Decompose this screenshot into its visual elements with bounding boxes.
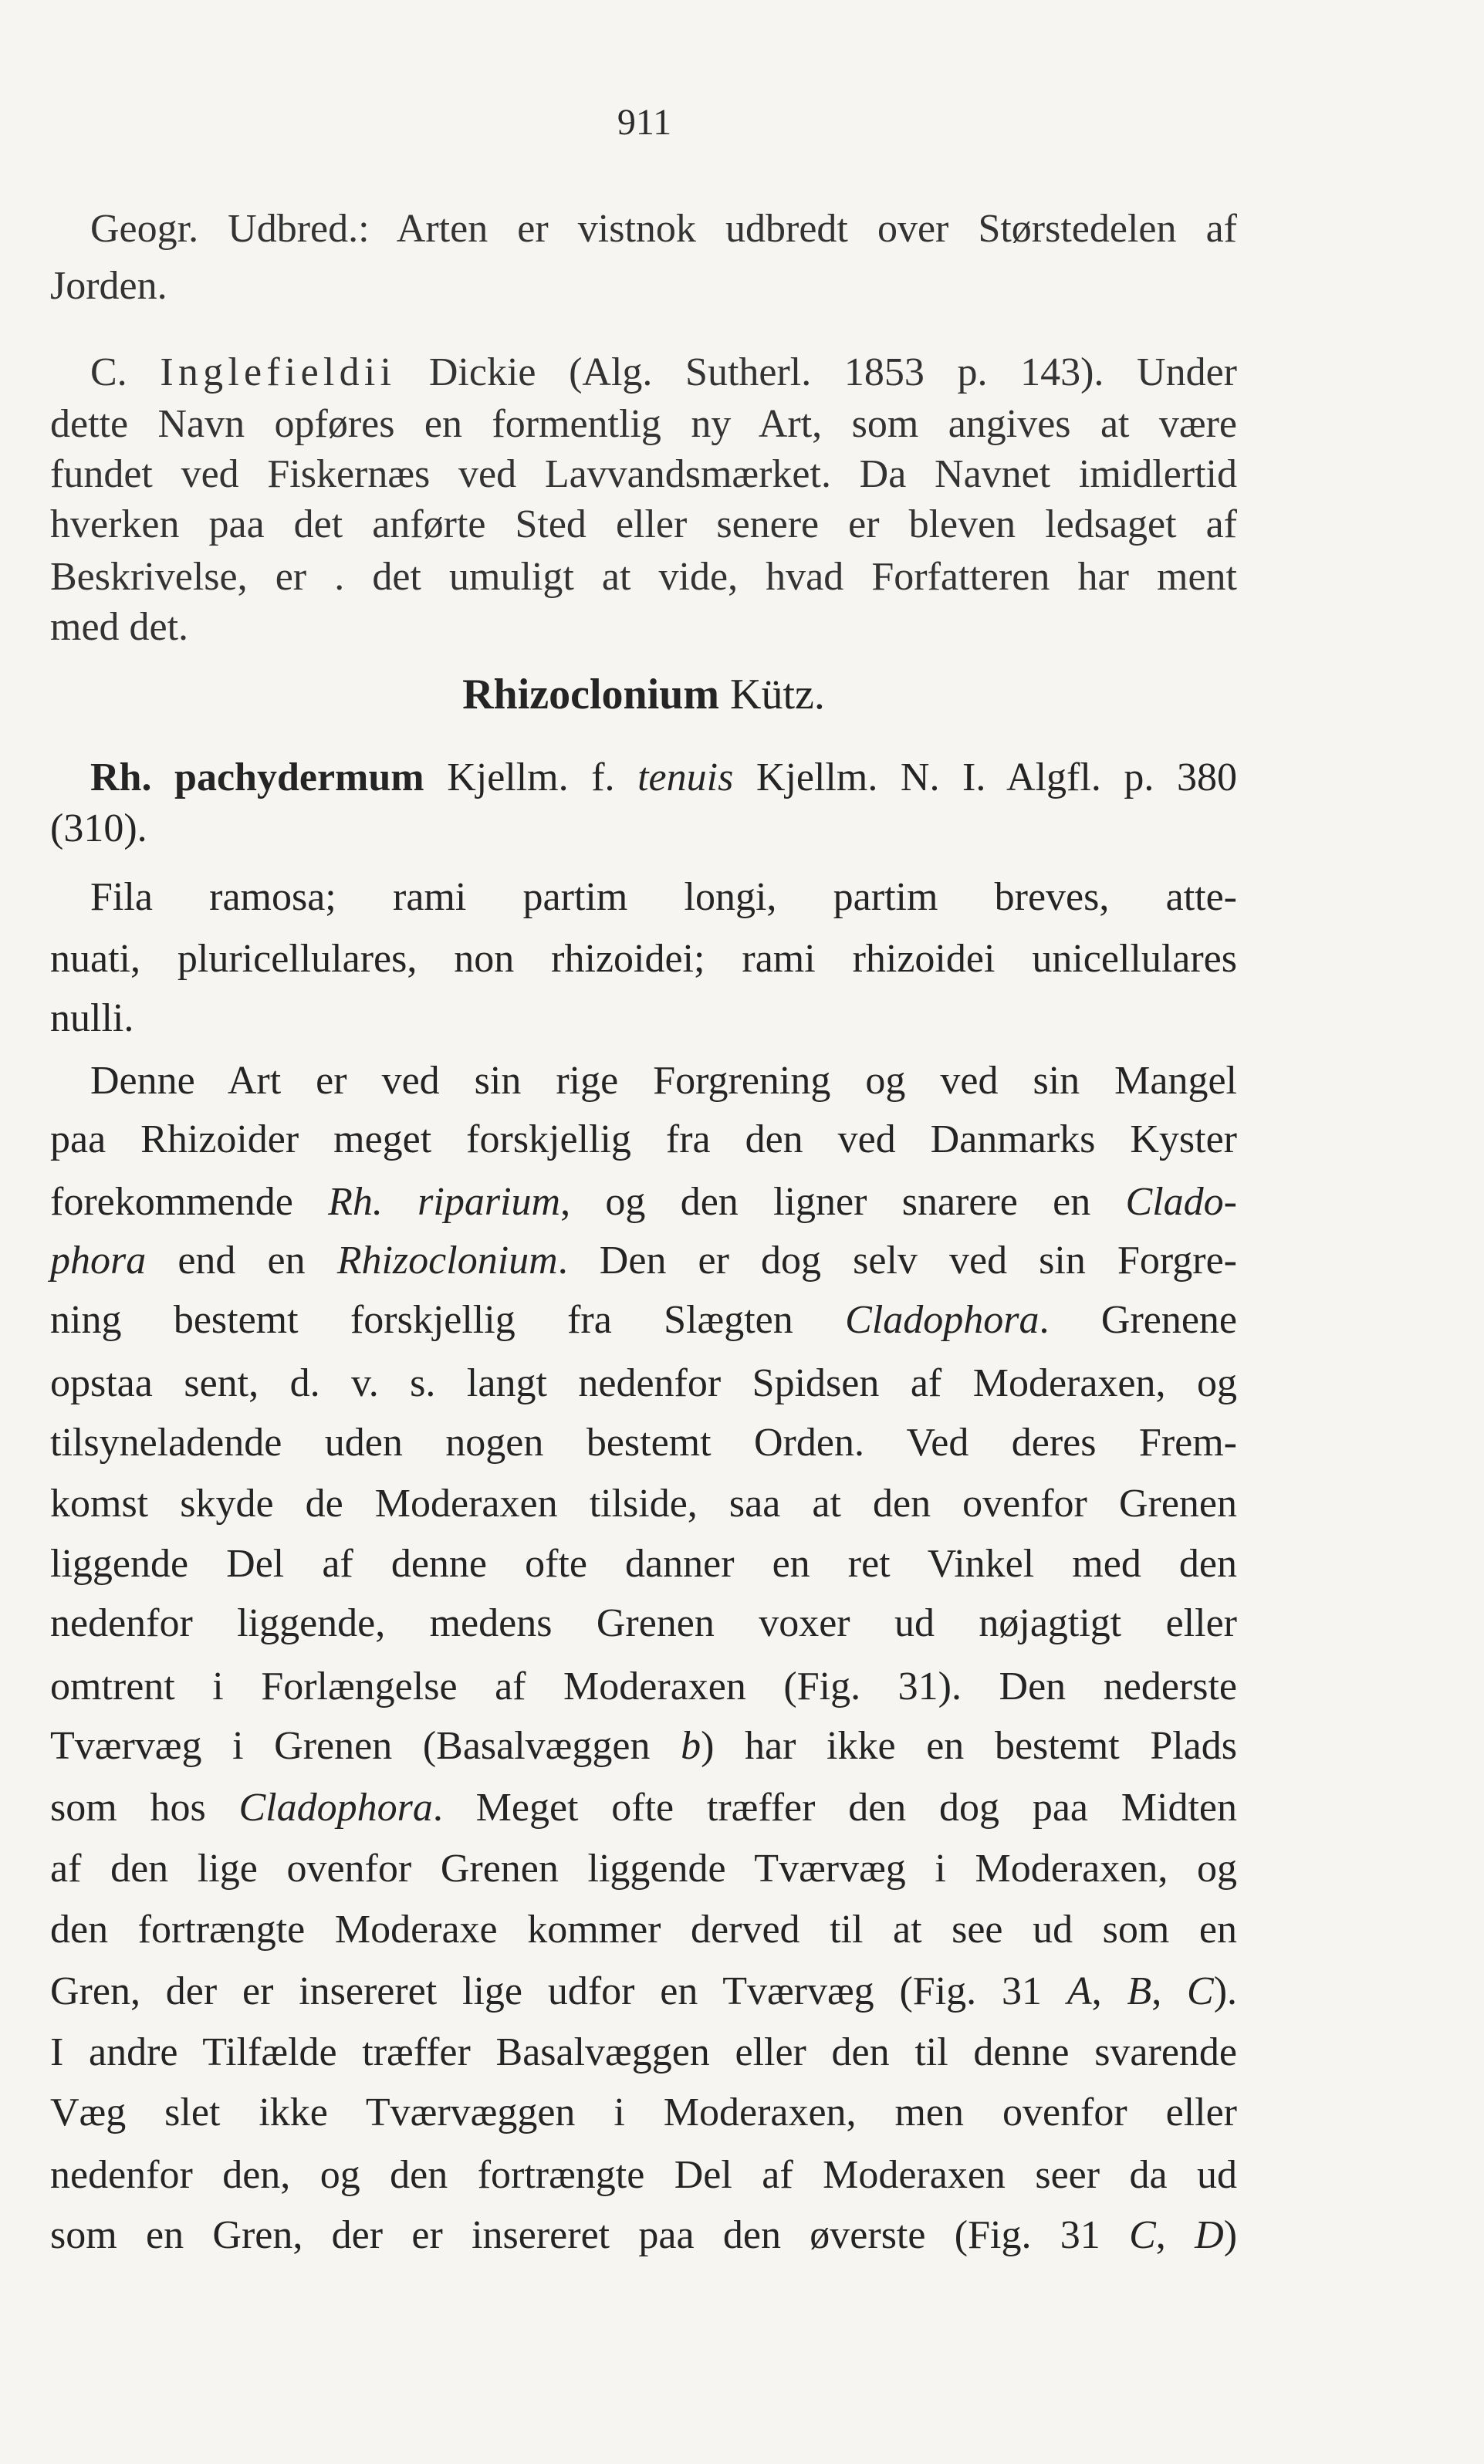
text-line bbox=[50, 500, 1237, 549]
text-segment: end en bbox=[146, 1239, 337, 1283]
text-line bbox=[50, 553, 1237, 602]
text-segment: paa Rhizoider meget forskjellig fra den ved Danmarks Kyster bbox=[50, 1117, 1237, 1161]
text-segment: tilsyneladende uden nogen bestemt Orden. Ved deres Frem- bbox=[50, 1421, 1237, 1465]
figure-label: A bbox=[1067, 1969, 1092, 2013]
text-segment: Væg slet ikke Tværvæggen i Moderaxen, men ovenfor eller bbox=[50, 2091, 1237, 2134]
text-line bbox=[50, 2028, 1237, 2077]
text-segment: nedenfor liggende, medens Grenen voxer ud nøjagtigt eller bbox=[50, 1601, 1237, 1645]
text-line bbox=[50, 1662, 1237, 1712]
text-segment: ) har ikke en bestemt Plads bbox=[701, 1724, 1237, 1768]
text-segment: , bbox=[1151, 1969, 1188, 2013]
text-line bbox=[50, 348, 1237, 397]
text-segment: hverken paa det anførte Sted eller senere er bleven ledsaget af bbox=[50, 502, 1237, 546]
text-segment: fundet ved Fiskernæs ved Lavvandsmærket. Da Navnet imidlertid bbox=[50, 452, 1237, 496]
text-segment: , bbox=[1091, 1969, 1127, 2013]
text-line bbox=[50, 935, 1237, 984]
text-segment: komst skyde de Moderaxen tilside, saa at den ovenfor Grenen bbox=[50, 1482, 1237, 1526]
text-segment: , og den ligner snarere en bbox=[560, 1180, 1126, 1224]
italic-term: Cladophora bbox=[238, 1786, 433, 1830]
text-line bbox=[50, 400, 1237, 449]
text-segment: , bbox=[1155, 2213, 1195, 2257]
text-line bbox=[50, 753, 1237, 803]
text-segment: Gren, der er insereret lige udfor en Tværvæg (Fig. 31 bbox=[50, 1969, 1067, 2013]
text-line bbox=[50, 1359, 1237, 1408]
text-line bbox=[50, 1479, 1237, 1529]
text-line bbox=[50, 603, 1237, 652]
text-line bbox=[50, 994, 1237, 1043]
text-line bbox=[50, 1905, 1237, 1955]
text-line bbox=[50, 1844, 1237, 1894]
text-segment: som en Gren, der er insereret paa den øverste (Fig. 31 bbox=[50, 2213, 1130, 2257]
page-number: 911 bbox=[617, 102, 672, 143]
italic-term: phora bbox=[50, 1239, 147, 1283]
text-segment: Tværvæg i Grenen (Basalvæggen bbox=[50, 1724, 681, 1768]
text-line bbox=[50, 873, 1237, 922]
text-segment: C. bbox=[90, 350, 161, 394]
figure-label: B bbox=[1127, 1969, 1152, 2013]
text-segment: omtrent i Forlængelse af Moderaxen (Fig. 31). Den nederste bbox=[50, 1665, 1237, 1709]
text-line bbox=[50, 1783, 1237, 1833]
text-line bbox=[50, 804, 1237, 853]
text-line bbox=[50, 1115, 1237, 1164]
text-segment: Kjellm. f. bbox=[424, 755, 638, 799]
text-segment: Geogr. Udbred.: Arten er vistnok udbredt over Størstedelen af bbox=[90, 207, 1237, 251]
text-line bbox=[50, 204, 1237, 254]
text-segment: opstaa sent, d. v. s. langt nedenfor Spidsen af Moderaxen, og bbox=[50, 1361, 1237, 1405]
text-segment: I andre Tilfælde træffer Basalvæggen eller den til denne svarende bbox=[50, 2030, 1237, 2074]
genus-name: Rhizoclonium bbox=[462, 671, 720, 718]
text-segment: den fortrængte Moderaxe kommer derved til at see ud som en bbox=[50, 1908, 1237, 1952]
italic-term: tenuis bbox=[637, 755, 734, 799]
genus-heading bbox=[50, 670, 1237, 719]
text-segment: . Grenene bbox=[1039, 1298, 1238, 1342]
text-line bbox=[50, 2151, 1237, 2200]
text-line bbox=[50, 262, 1237, 311]
text-line bbox=[50, 450, 1237, 499]
text-segment: liggende Del af denne ofte danner en ret Vinkel med den bbox=[50, 1542, 1237, 1586]
text-segment: ). bbox=[1213, 1969, 1238, 2013]
genus-author: Kütz. bbox=[719, 671, 825, 718]
text-line bbox=[50, 1236, 1237, 1286]
italic-term: Cladophora bbox=[845, 1298, 1039, 1342]
text-segment: af den lige ovenfor Grenen liggende Tværvæg i Moderaxen, og bbox=[50, 1847, 1237, 1891]
text-segment: med det. bbox=[50, 605, 189, 649]
text-line bbox=[50, 1056, 1237, 1106]
species-name: Rh. pachydermum bbox=[90, 755, 424, 799]
text-segment: som hos bbox=[50, 1786, 239, 1830]
text-segment: nuati, pluricellulares, non rhizoidei; rami rhizoidei unicellulares bbox=[50, 937, 1237, 981]
italic-term: Rh. riparium bbox=[328, 1180, 561, 1224]
text-line bbox=[50, 1599, 1237, 1648]
text-line bbox=[50, 2088, 1237, 2138]
text-line bbox=[50, 2211, 1237, 2260]
text-segment: dette Navn opføres en formentlig ny Art, som angives at være bbox=[50, 402, 1237, 446]
text-segment: forekommende bbox=[50, 1180, 329, 1224]
text-segment: Dickie (Alg. Sutherl. 1853 p. 143). Under bbox=[396, 350, 1237, 394]
text-line bbox=[50, 1967, 1237, 2016]
text-segment: nulli. bbox=[50, 996, 134, 1040]
figure-label: C bbox=[1187, 1969, 1214, 2013]
italic-term: Clado- bbox=[1125, 1180, 1237, 1224]
italic-term: b bbox=[681, 1724, 701, 1768]
figure-label: C bbox=[1129, 2213, 1156, 2257]
text-segment: . Den er dog selv ved sin Forgre- bbox=[557, 1239, 1237, 1283]
text-line bbox=[50, 1722, 1237, 1771]
text-segment: ning bestemt forskjellig fra Slægten bbox=[50, 1298, 846, 1342]
text-segment: Fila ramosa; rami partim longi, partim breves, atte- bbox=[90, 875, 1237, 919]
text-segment: . Meget ofte træffer den dog paa Midten bbox=[432, 1786, 1237, 1830]
text-segment: ) bbox=[1223, 2213, 1238, 2257]
text-line bbox=[50, 1540, 1237, 1589]
text-line bbox=[50, 1418, 1237, 1468]
text-segment: Kjellm. N. I. Algfl. p. 380 bbox=[733, 755, 1237, 799]
text-segment: (310). bbox=[50, 806, 147, 850]
text-segment: Jorden. bbox=[50, 264, 167, 308]
text-segment: nedenfor den, og den fortrængte Del af Moderaxen seer da ud bbox=[50, 2153, 1237, 2197]
text-line bbox=[50, 1178, 1237, 1227]
text-line bbox=[50, 1296, 1237, 1345]
text-segment: Denne Art er ved sin rige Forgrening og ved sin Mangel bbox=[90, 1059, 1237, 1103]
species-name: Inglefieldii bbox=[160, 350, 397, 394]
italic-term: Rhizoclonium bbox=[336, 1239, 558, 1283]
figure-label: D bbox=[1195, 2213, 1224, 2257]
text-segment: Beskrivelse, er . det umuligt at vide, hvad Forfatteren har ment bbox=[50, 555, 1237, 599]
